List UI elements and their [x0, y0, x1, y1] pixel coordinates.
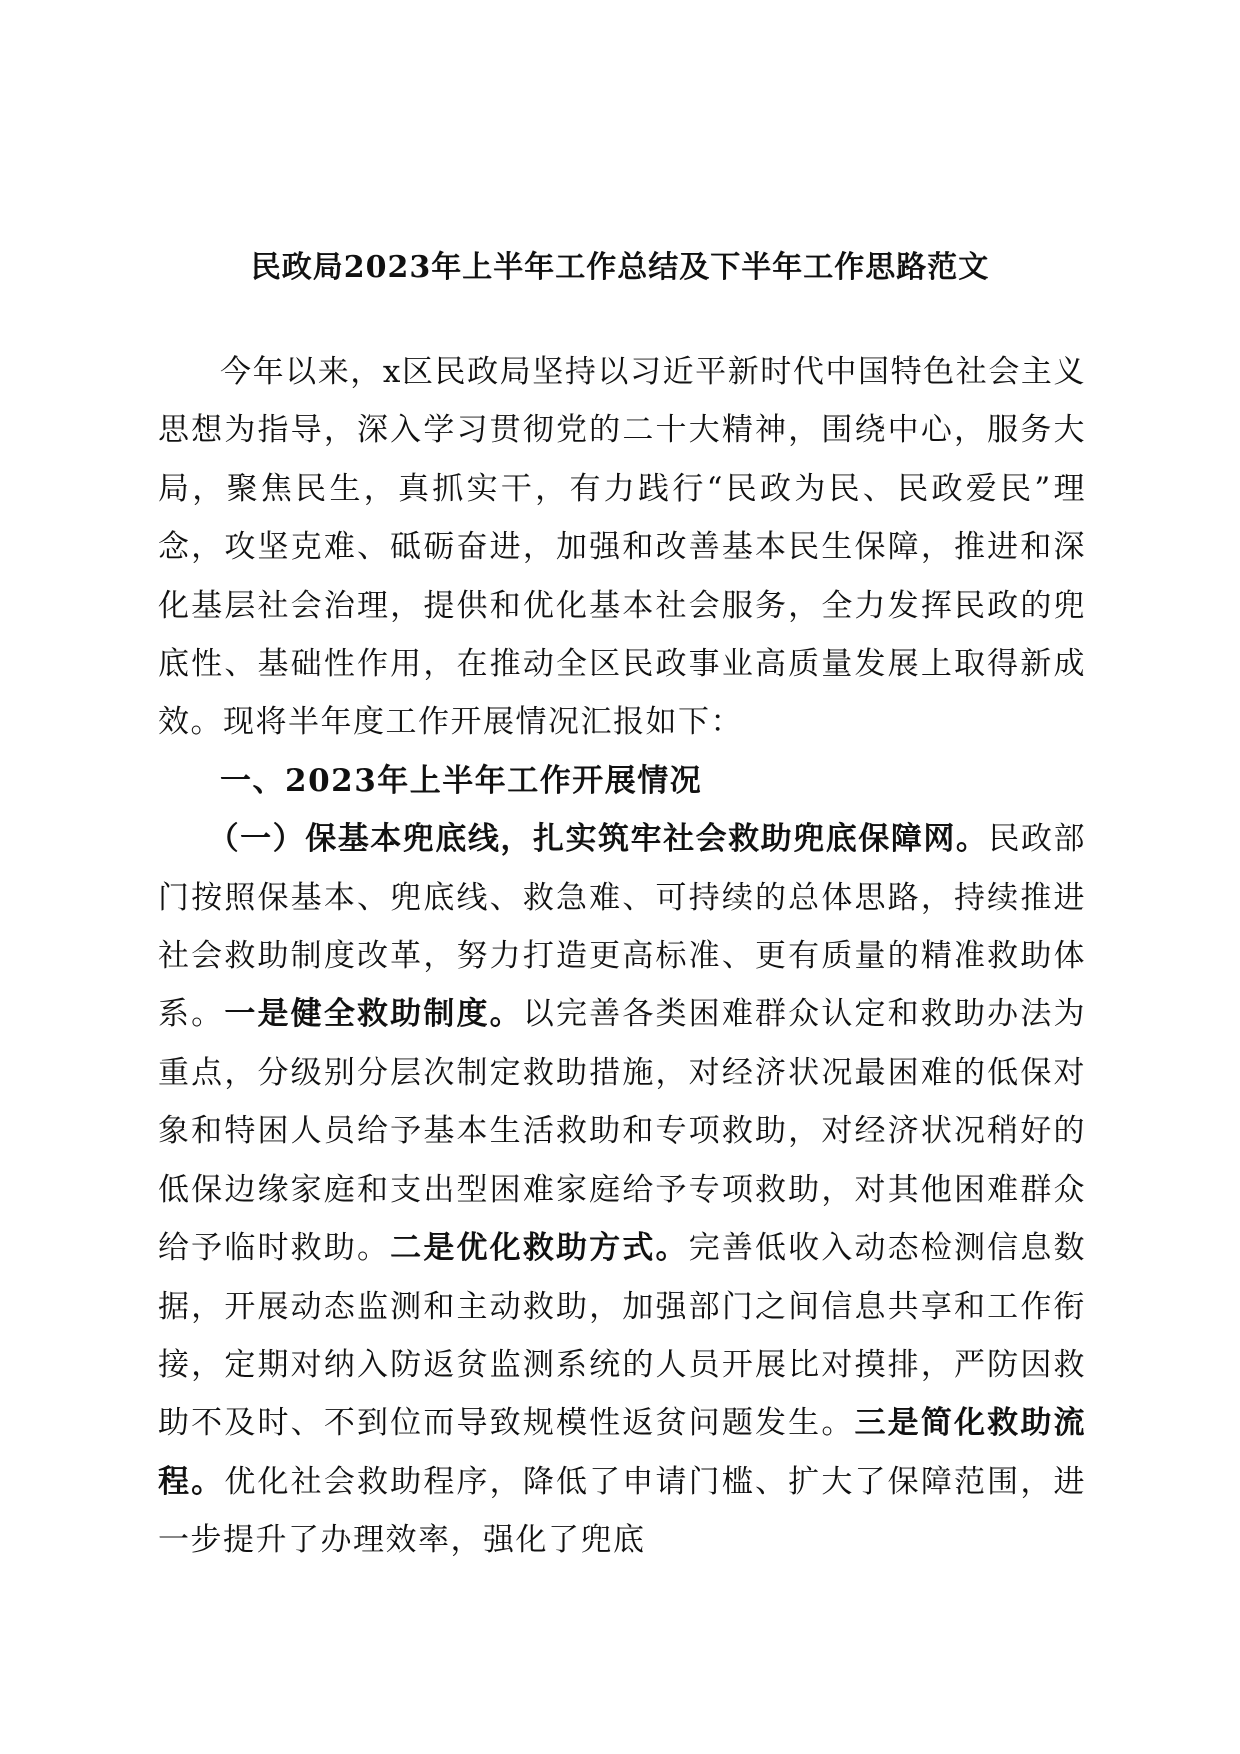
- point-lead-2: 二是优化救助方式。: [390, 1230, 689, 1267]
- point-lead-3: 三是简化救助流程。: [158, 1405, 1086, 1500]
- subsection-paragraph: [158, 810, 1086, 1569]
- intro-paragraph: 今年以来，x区民政局坚持以习近平新时代中国特色社会主义思想为指导，深入学习贯彻党的二十大精神，围绕中心，服务大局，聚焦民生，真抓实干，有力践行“民政为民、民政爱民”理念，攻坚克难、砥砺奋进，加强和改善基本民生保障，推进和深化基层社会治理，提供和优化基本社会服务，全力发挥民政的兜底性、基础性作用，在推动全区民政事业高质量发展上取得新成效。现将半年度工作开展情况汇报如下：: [158, 354, 1086, 741]
- point-lead-1: 一是健全救助制度。: [224, 996, 523, 1033]
- document-title: 民政局2023年上半年工作总结及下半年工作思路范文: [250, 250, 990, 285]
- point-text-2: 完善低收入动态检测信息数据，开展动态监测和主动救助，加强部门之间信息共享和工作衔接，定期对纳入防返贫监测系统的人员开展比对摸排，严防因救助不及时、不到位而导致规模性返贫问题发生。: [158, 1230, 1087, 1442]
- point-text-3: 优化社会救助程序，降低了申请门槛、扩大了保障范围，进一步提升了办理效率，强化了兜底: [158, 1463, 1087, 1559]
- point-text-1: 以完善各类困难群众认定和救助办法为重点，分级别分层次制定救助措施，对经济状况最困难的低保对象和特困人员给予基本生活救助和专项救助，对经济状况稍好的低保边缘家庭和支出型困难家庭给予专项救助，对其他困难群众给予临时救助。: [158, 996, 1087, 1267]
- document-body: [158, 343, 1086, 1570]
- subsection-lead: （一）保基本兜底线，扎实筑牢社会救助兜底保障网。: [207, 821, 989, 858]
- subsection-text: 民政部门按照保基本、兜底线、救急难、可持续的总体思路，持续推进社会救助制度改革，努力打造更高标准、更有质量的精准救助体系。: [158, 821, 1087, 1033]
- section-heading: 一、2023年上半年工作开展情况: [220, 762, 703, 799]
